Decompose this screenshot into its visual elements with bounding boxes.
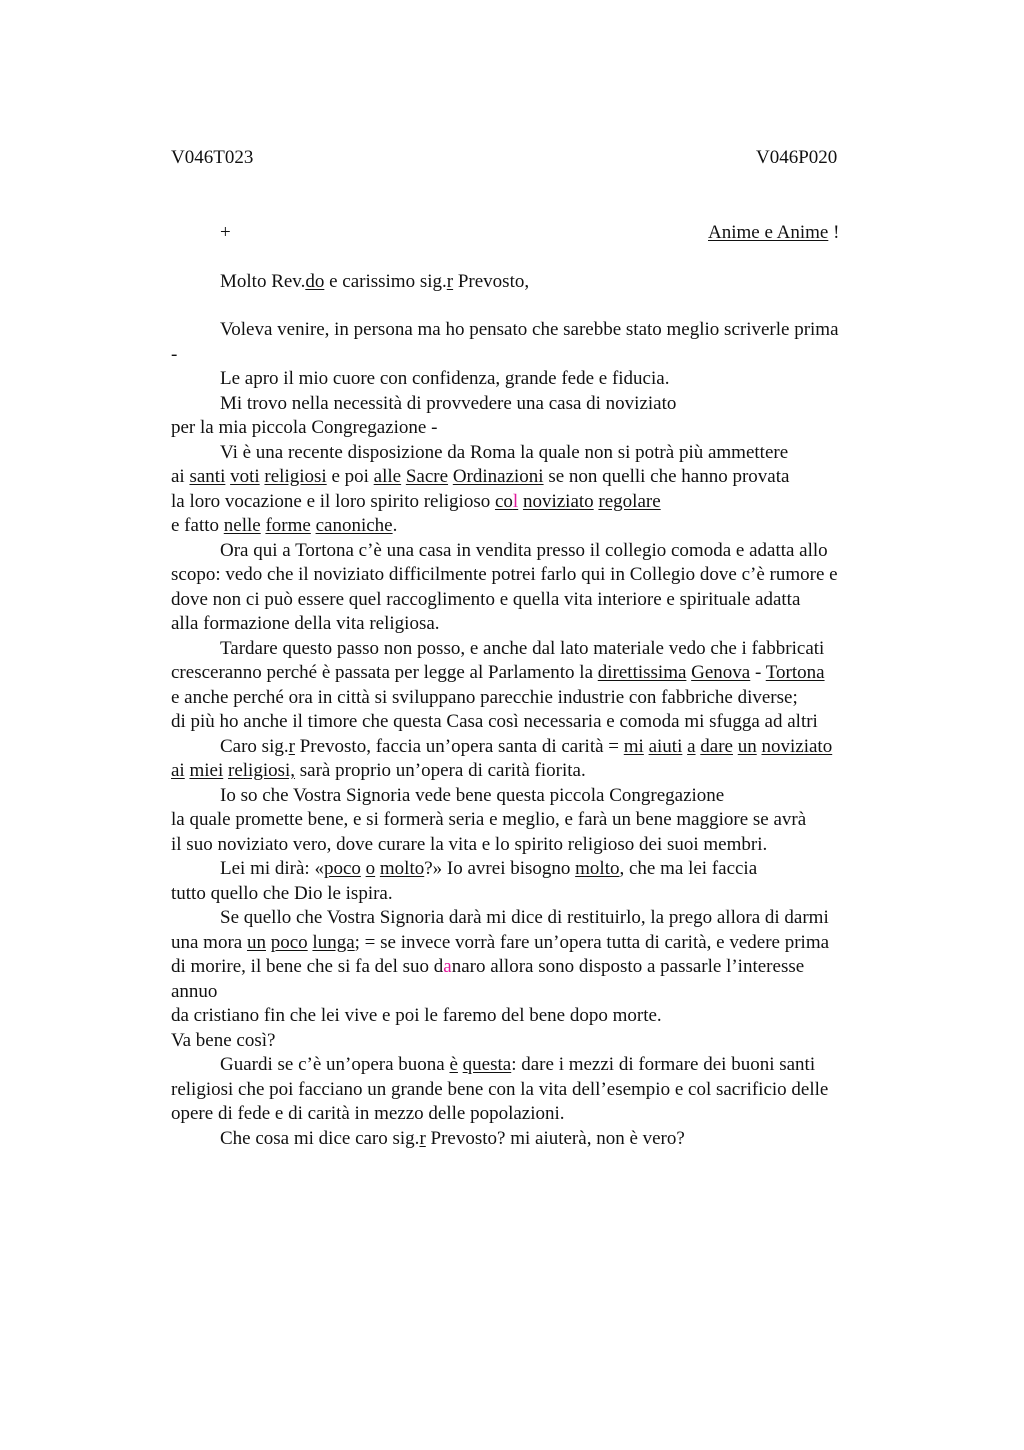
text-line: cresceranno perché è passata per legge al Parlamento la direttissima Genova - Tortona bbox=[171, 662, 825, 683]
text-line: Le apro il mio cuore con confidenza, grande fede e fiducia. bbox=[220, 368, 670, 389]
text-line: per la mia piccola Congregazione - bbox=[171, 417, 438, 438]
text-line: e fatto nelle forme canoniche. bbox=[171, 515, 398, 536]
text-line: da cristiano fin che lei vive e poi le faremo del bene dopo morte. bbox=[171, 1005, 662, 1026]
text-line: dove non ci può essere quel raccoglimento e quella vita interiore e spirituale adatta bbox=[171, 588, 801, 610]
text-line: Che cosa mi dice caro sig.r Prevosto? mi aiuterà, non è vero? bbox=[220, 1127, 685, 1149]
document-code-right: V046P020 bbox=[756, 147, 838, 168]
text-line: Caro sig.r Prevosto, faccia un’opera santa di carità = mi aiuti a dare un noviziato bbox=[220, 735, 833, 757]
text-line: Io so che Vostra Signoria vede bene questa piccola Congregazione bbox=[220, 784, 725, 806]
text-line: opere di fede e di carità in mezzo delle popolazioni. bbox=[171, 1103, 565, 1124]
highlighted-correction: a bbox=[443, 956, 452, 977]
text-line: annuo bbox=[171, 980, 218, 1002]
salutation: Molto Rev.do e carissimo sig.r Prevosto, bbox=[220, 271, 530, 292]
text-line: il suo noviziato vero, dove curare la vita e lo spirito religioso dei suoi membri. bbox=[171, 833, 768, 855]
text-line: Vi è una recente disposizione da Roma la quale non si potrà più ammettere bbox=[220, 441, 789, 463]
text-line: la quale promette bene, e si formerà seria e meglio, e farà un bene maggiore se avrà bbox=[171, 809, 807, 830]
text-line: Ora qui a Tortona c’è una casa in vendita presso il collegio comoda e adatta allo bbox=[220, 539, 828, 561]
letter-body bbox=[171, 367, 911, 1151]
text-line: Guardi se c’è un’opera buona è questa: dare i mezzi di formare dei buoni santi bbox=[220, 1054, 816, 1075]
intro-dash: - bbox=[171, 344, 178, 365]
text-line: di più ho anche il timore che questa Casa così necessaria e comoda mi sfugga ad altri bbox=[171, 711, 818, 732]
text-line: ai miei religiosi, sarà proprio un’opera di carità fiorita. bbox=[171, 760, 586, 781]
text-line: Se quello che Vostra Signoria darà mi dice di restituirlo, la prego allora di darmi bbox=[220, 907, 829, 928]
text-line: scopo: vedo che il noviziato difficilmente potrei farlo qui in Collegio dove c’è rumore e bbox=[171, 564, 838, 585]
text-line: tutto quello che Dio le ispira. bbox=[171, 882, 393, 904]
text-line: Tardare questo passo non posso, e anche dal lato materiale vedo che i fabbricati bbox=[220, 637, 825, 659]
text-line: Mi trovo nella necessità di provvedere una casa di noviziato bbox=[220, 392, 677, 414]
text-line: una mora un poco lunga; = se invece vorrà fare un’opera tutta di carità, e vedere prima bbox=[171, 931, 830, 953]
motto: Anime e Anime ! bbox=[708, 222, 840, 243]
highlighted-correction: l bbox=[512, 490, 519, 512]
text-line: Lei mi dirà: «poco o molto?» Io avrei bisogno molto, che ma lei faccia bbox=[220, 858, 758, 879]
text-line: ai santi voti religiosi e poi alle Sacre Ordinazioni se non quelli che hanno provata bbox=[171, 466, 790, 487]
intro-line: Voleva venire, in persona ma ho pensato che sarebbe stato meglio scriverle prima bbox=[220, 319, 839, 340]
document-code-left: V046T023 bbox=[171, 147, 254, 168]
text-line: e anche perché ora in città si sviluppano parecchie industrie con fabbriche diverse; bbox=[171, 686, 798, 708]
text-line: alla formazione della vita religiosa. bbox=[171, 613, 440, 634]
text-line: Va bene così? bbox=[171, 1029, 276, 1051]
cross-mark: + bbox=[220, 222, 231, 243]
text-line: la loro vocazione e il loro spirito religioso col noviziato regolare bbox=[171, 490, 661, 512]
text-line: di morire, il bene che si fa del suo danaro allora sono disposto a passarle l’interesse bbox=[171, 956, 805, 977]
text-line: religiosi che poi facciano un grande bene con la vita dell’esempio e col sacrificio delle bbox=[171, 1078, 829, 1100]
